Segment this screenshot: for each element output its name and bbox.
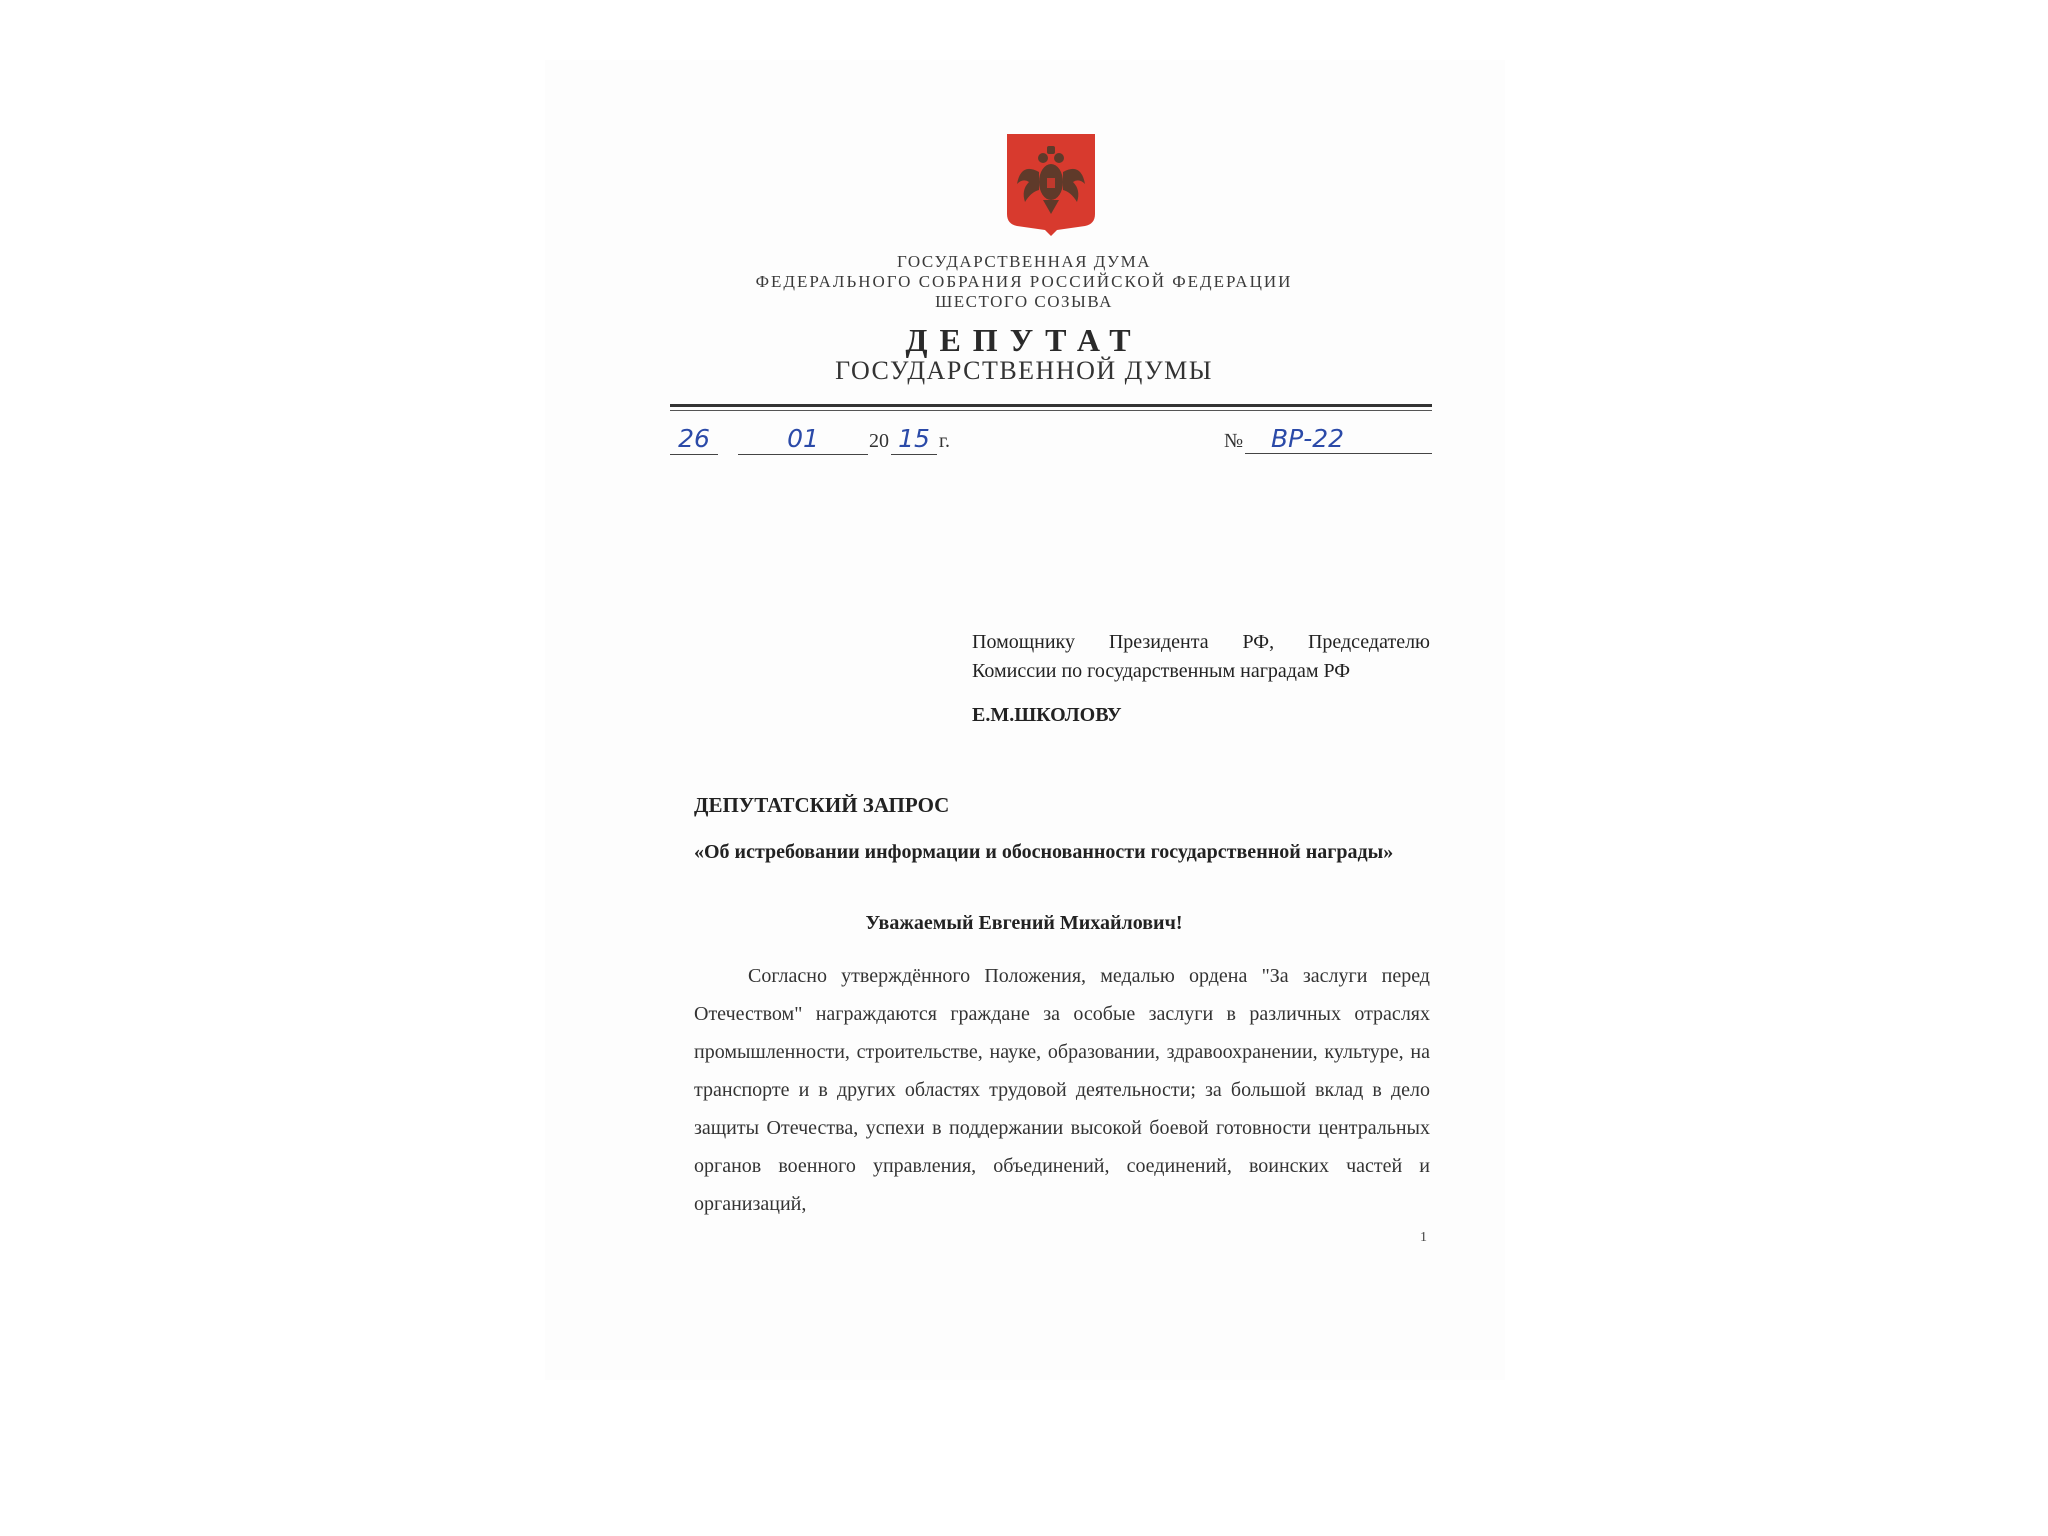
letterhead-line-1: ГОСУДАРСТВЕННАЯ ДУМА [897, 252, 1151, 271]
letterhead-divider-thin [670, 410, 1432, 411]
coat-of-arms-icon [1005, 132, 1097, 236]
date-day-field: 26 [670, 424, 718, 455]
date-year-field: 15 [891, 424, 937, 455]
letterhead-line-2: ФЕДЕРАЛЬНОГО СОБРАНИЯ РОССИЙСКОЙ ФЕДЕРАЦИИ [755, 272, 1293, 291]
request-subject: «Об истребовании информации и обоснованности государственной награды» [694, 841, 1394, 863]
letterhead-line-3: ШЕСТОГО СОЗЫВА [935, 292, 1113, 311]
number-label: № [1224, 430, 1244, 452]
date-year-mark: г. [939, 430, 950, 452]
addressee-name: Е.М.ШКОЛОВУ [972, 704, 1122, 726]
date-month-field: 01 [738, 424, 868, 455]
letterhead-subtitle: ГОСУДАРСТВЕННОЙ ДУМЫ [835, 356, 1213, 385]
body-paragraph: Согласно утверждённого Положения, медалью ордена "За заслуги перед Отечеством" награждаются граждане за особые заслуги в различных отраслях промышленности, строительстве, науке, образовании, здравоохранении, культуре, на транспорте и в других областях трудовой деятельности; за большой вклад в дело защиты Отечества, успехи в поддержании высокой боевой готовности центральных органов военного управления, объединений, соединений, воинских частей и организаций, [694, 965, 1430, 1215]
request-title: ДЕПУТАТСКИЙ ЗАПРОС [694, 793, 950, 817]
letterhead-divider-thick [670, 404, 1432, 407]
date-year-prefix: 20 [869, 430, 889, 452]
letterhead-title: ДЕПУТАТ [905, 322, 1143, 358]
page-number: 1 [1420, 1230, 1427, 1245]
salutation [0, 912, 2048, 935]
addressee-position: Помощнику Президента РФ, Председателю Комиссии по государственным наградам РФ [972, 631, 1430, 682]
salutation-text: Уважаемый Евгений Михайлович! [865, 912, 1183, 934]
document-number-field: ВР-22 [1245, 424, 1432, 454]
